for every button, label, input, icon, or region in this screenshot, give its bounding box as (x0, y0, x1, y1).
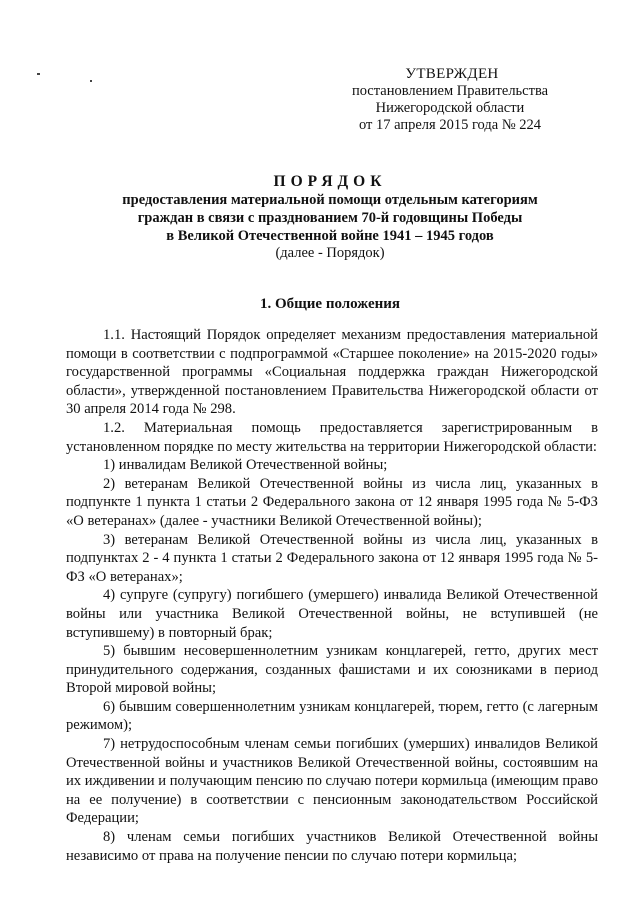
approval-line: постановлением Правительства (351, 83, 549, 99)
list-item: 5) бывшим несовершеннолетним узникам концлагерей, гетто, других мест принудительного содержания, созданных фашистами и их союзниками в период Второй мировой войны; (66, 643, 598, 697)
scan-speck (90, 80, 92, 82)
paragraph: 1.1. Настоящий Порядок определяет механизм предоставления материальной помощи в соответствии с подпрограммой «Старшее поколение» на 2015-2020 годы» государственной программы «Социальная поддержка граждан Нижегородской области», утвержденной постановлением Правительства Нижегородской области от 30 апреля 2014 года № 298. (66, 327, 598, 418)
approval-stamp: УТВЕРЖДЕН (405, 66, 499, 82)
title-note: (далее - Порядок) (275, 245, 385, 261)
title-subtitle-line: граждан в связи с празднованием 70-й годовщины Победы (137, 210, 523, 226)
list-item: 2) ветеранам Великой Отечественной войны из числа лиц, указанных в подпункте 1 пункта 1 статьи 2 Федерального закона от 12 января 1995 года № 5-ФЗ «О ветеранах» (далее - участники Великой Отечественной войны); (66, 475, 598, 529)
section-heading: 1. Общие положения (259, 296, 401, 312)
approval-block (300, 66, 600, 134)
title-subtitle-line: в Великой Отечественной войне 1941 – 1945 годов (166, 228, 494, 244)
document-title (30, 172, 630, 262)
approval-line: от 17 апреля 2015 года № 224 (358, 117, 542, 133)
section-body (66, 326, 598, 865)
list-item: 3) ветеранам Великой Отечественной войны из числа лиц, указанных в подпунктах 2 - 4 пункта 1 статьи 2 Федерального закона от 12 января 1995 года № 5-ФЗ «О ветеранах»; (66, 531, 598, 585)
approval-line: Нижегородской области (375, 100, 525, 116)
title-subtitle-line: предоставления материальной помощи отдельным категориям (122, 192, 538, 208)
list-item: 8) членам семьи погибших участников Великой Отечественной войны независимо от права на получение пенсии по случаю потери кормильца; (66, 829, 598, 864)
paragraph: 1.2. Материальная помощь предоставляется зарегистрированным в установленном порядке по месту жительства на территории Нижегородской области: (66, 419, 598, 455)
title-main: ПОРЯДОК (273, 173, 387, 190)
list-item: 4) супруге (супругу) погибшего (умершего) инвалида Великой Отечественной войны или участника Великой Отечественной войны, не вступившей (не вступившему) в повторный брак; (66, 587, 598, 641)
scan-speck (37, 73, 40, 75)
list-item: 6) бывшим совершеннолетним узникам концлагерей, тюрем, гетто (с лагерным режимом); (66, 698, 598, 734)
list-item: 7) нетрудоспособным членам семьи погибших (умерших) инвалидов Великой Отечественной войны и участников Великой Отечественной войны, состоявшим на их иждивении и получающим пенсию по случаю потери кормильца (имеющим право на ее получение) в соответствии с пенсионным законодательством Российской Федерации; (66, 736, 599, 827)
list-item: 1) инвалидам Великой Отечественной войны; (103, 457, 388, 474)
